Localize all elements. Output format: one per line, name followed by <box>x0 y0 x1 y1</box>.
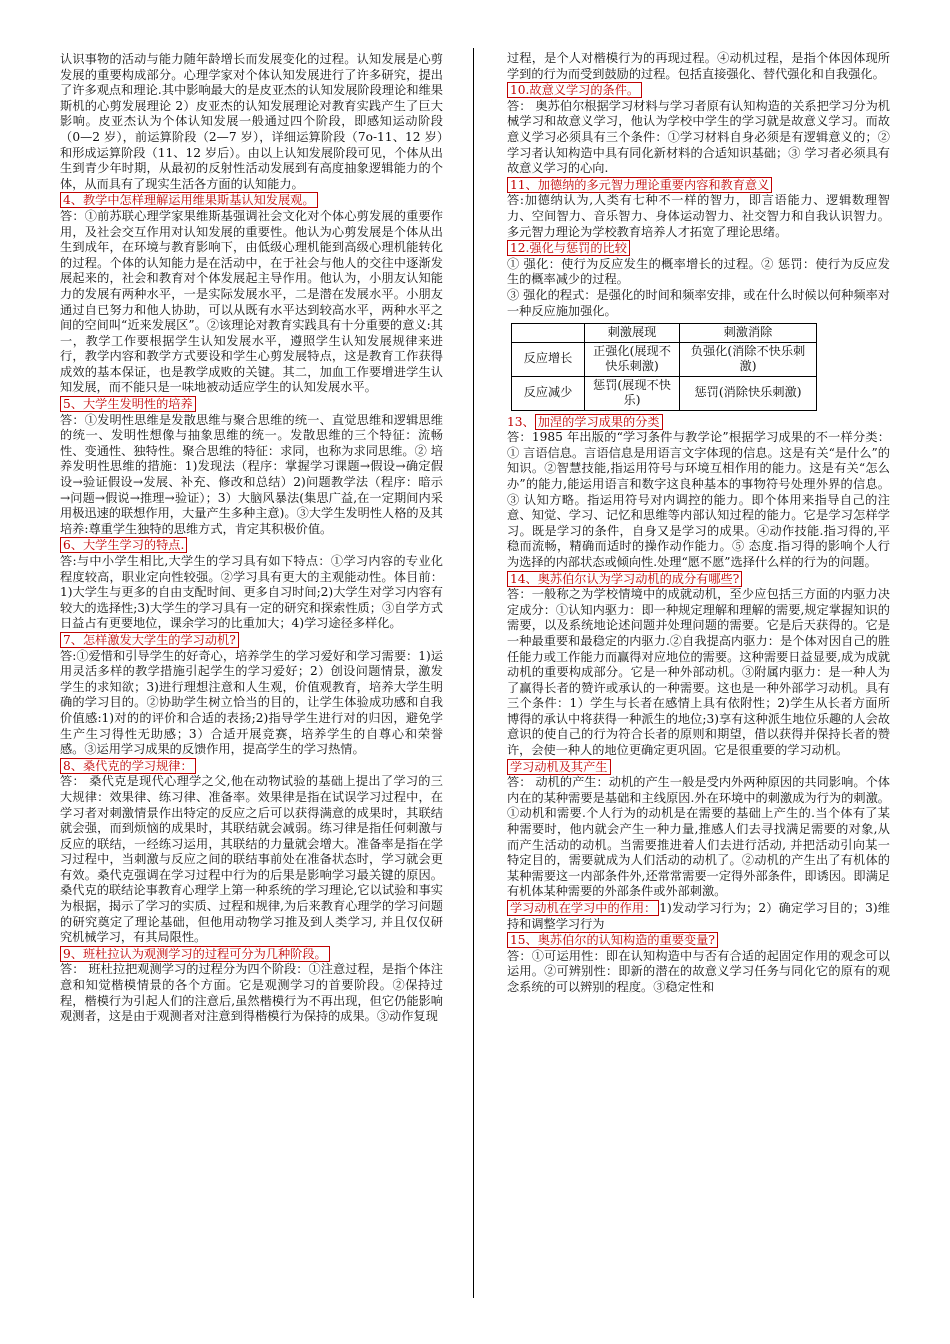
section-11-body: 答:加德纳认为,人类有七种不一样的智力，即言语能力、逻辑数理智力、空间智力、音乐智力、身体运动智力、社交智力和自我认识智力。多元智力理论为学校教育培养人才拓宽了理论思绪。 <box>507 193 890 239</box>
section-8-body: 答： 桑代克是现代心理学之父,他在动物试验的基础上提出了学习的三大规律：效果律、练习律、准备率。效果律是指在试误学习过程中，在学习者对刺激情景作出特定的反应之后可以获得满意的成果时，其联结就会强，而到烦恼的成果时，其联结就会减弱。练习律是指任何刺激与反应的联结，一经练习运用，其联结的力量就会增大。准备率是指在学习过程中，当刺激与反应之间的联结事前处在准备状态时，学习就会更有效。桑代克强调在学习过程中行为的后果是影响学习最关键的原因。桑代克的联结论事教育心理学上第一种系统的学习理论,它以试验和事实为根据，揭示了学习的实质、过程和规律,为后来教育心理学的学习问题的研究奠定了理论基础，但他用动物学习推及到人类学习, 并且仅仅研究机械学习，有其局限性。 <box>60 774 443 945</box>
section-12-body-2: ③ 强化的程式：是强化的时间和频率安排，或在什么时候以何种频率对一种反应施加强化。 <box>507 287 890 318</box>
table-corner-cell <box>512 324 585 343</box>
table-header-cell: 刺激展现 <box>585 324 680 343</box>
section-6-heading: 6、大学生学习的特点. <box>60 537 187 553</box>
section-13-body: 答：1985 年出版的“学习条件与教学论”根据学习成果的不一样分类：① 言语信息。言语信息是用语言文字体现的信息。这是有关“是什么”的知识。②智慧技能,指运用符号与环境互相作用的能力。这是有关“怎么办”的能力,能运用语言和数字这良种基本的事物符号处理外界的信息。③ 认知方略。指运用符号对内调控的能力。即个体用来指导自己的注意、知觉、学习、记忆和思维等内部认知过程的能力。它是学习怎样学习。既是学习的条件，自身又是学习的成果。④动作技能.指习得的,平稳而流畅，精确而适时的操作动作能力。⑤ 态度.指习得的影响个人行为选择的内部状态或倾向性.处理“愿不愿”选择什么样的行为的问题。 <box>507 430 890 569</box>
reinforcement-table <box>511 323 817 411</box>
motivation-origin-body: 答： 动机的产生：动机的产生一般是受内外两种原因的共同影响。个体内在的某种需要是基础和主线原因.外在环境中的刺激成为行为的刺激。①动机和需要.个人行为的动机是在需要的基础上产生的.当个体有了某种需要时，他内就会产生一种力量,推感人们去寻找满足需要的对象,从而产生活动的动机。当需要推进着人们去进行活动, 并把活动引向某一特定目的，需要就成为人们活动的动机了。②动机的产生出了有机体的某种需要这一内部条件外,还常常需要一定得外部条件，即诱因。即满足有机体某种需要的外部条件或外部刺激。 <box>507 775 890 899</box>
section-11-heading: 11、加德纳的多元智力理论重要内容和教育意义 <box>507 177 772 193</box>
left-intro-paragraph: 认识事物的活动与能力随年龄增长而发展变化的过程。认知发展是心剪发展的重要构成部分。心理学家对个体认知发展进行了许多研究，提出了许多观点和理论.其中影响最大的是皮亚杰的认知发展阶段理论和维果斯机的心剪发展理论 2）皮亚杰的认知发展理论对教育实践产生了巨大影响。皮亚杰认为个体认知发展一般通过四个阶段，即感知运动阶段（0—2 岁），前运算阶段（2—7 岁），详细运算阶段（7o-11、12 岁）和形成运算阶段（11、12 岁后）。由以上认知发展阶段可见，个体从出生到青少年时期，从最初的反射性活动发展到有高度抽象逻辑能力的个体，从而具有了现实生活各方面的认知能力。 <box>60 52 443 191</box>
table-row <box>512 324 817 343</box>
table-header-cell: 刺激消除 <box>680 324 817 343</box>
table-row-header: 反应减少 <box>512 376 585 410</box>
section-14-heading: 14、奥苏伯尔认为学习动机的成分有哪些? <box>507 571 742 587</box>
column-divider <box>473 48 474 1298</box>
section-12-heading: 12.强化与惩罚的比较 <box>507 240 630 256</box>
section-13-heading: 加涅的学习成果的分类 <box>535 414 663 430</box>
table-cell: 惩罚(消除快乐刺激) <box>680 376 817 410</box>
motivation-origin-heading: 学习动机及其产生 <box>507 759 611 775</box>
left-column <box>60 52 443 1025</box>
table-row-header: 反应增长 <box>512 342 585 376</box>
section-9-body: 答： 班杜拉把观测学习的过程分为四个阶段：①注意过程，是指个体注意和知觉楷模情景的各个方面。它是观测学习的首要阶段。②保持过程，楷模行为引起人们的注意后,虽然楷模行为不再出现，但它仍能影响观测者，这是由于观测者对注意到得楷模行为保持的成果。③动作复现 <box>60 962 443 1024</box>
table-row <box>512 376 817 410</box>
section-8-heading: 8、桑代克的学习规律： <box>60 758 196 774</box>
section-4-heading: 4、教学中怎样理解运用维果斯基认知发展观。 <box>60 192 318 208</box>
section-12-body-1: ① 强化：使行为反应发生的概率增长的过程。② 惩罚：使行为反应发生的概率减少的过程。 <box>507 256 890 287</box>
section-13-number: 13、 <box>507 414 535 429</box>
section-7-body: 答:①爱惜和引导学生的好奇心，培养学生的学习爱好和学习需要：1)运用灵活多样的教学措施引起学生的学习爱好；2）创设问题情景，激发学生的求知欲；3)进行理想注意和人生观，价值观教育，培养大学生明确的学习目的。②协助学生树立恰当的目的，让学生体验成功感和自我价值感:1)对的的评价和合适的表扬;2)指导学生进行对的归因，避免学生产生习得性无助感；3）合适开展竞赛，培养学生的自尊心和荣誉感。③运用学习成果的反馈作用，提高学生的学习热情。 <box>60 648 443 757</box>
section-15-heading: 15、奥苏伯尔的认知构造的重要变量? <box>507 932 718 948</box>
section-10-heading: 10.故意义学习的条件。 <box>507 82 642 98</box>
section-5-heading: 5、大学生发明性的培养 <box>60 396 196 412</box>
motivation-role-body: 1)发动学习行为；2）确定学习目的；3)维持和调整学习行为 <box>507 901 890 931</box>
table-cell: 正强化(展现不快乐刺激) <box>585 342 680 376</box>
section-9-heading: 9、班杜拉认为观测学习的过程可分为几种阶段。 <box>60 946 330 962</box>
section-14-body: 答：一般称之为学校情境中的成就动机，至少应包括三方面的内驱力决定成分：①认知内驱力：即一种规定理解和理解的需要,规定掌握知识的需要，以及系统地论述问题并处理问题的需要。它是后天获得的。它是一种最重要和最稳定的内驱力.②自我提高内驱力：是个体对因自己的胜任能力或工作能力而赢得对应地位的需要。这种需要日益显要,成为成就动机的重要构成部分。它是一种外部动机。③附属内驱力：是一种人为了赢得长者的赞许或承认的一种需要。这也是一种外部学习动机。具有三个条件：1）学生与长者在感情上具有依附性；2)学生从长者方面所博得的承认中将获得一种派生的地位;3)享有这种派生地位乐趣的人会故意识的使自己的行为符合长者的原则和期望，借以获得并保持长者的赞许，会使一种人的地位更确定更巩固。它是很重要的学习动机。 <box>507 587 890 758</box>
motivation-role-heading: 学习动机在学习中的作用： <box>507 900 659 916</box>
section-10-body: 答： 奥苏伯尔根据学习材料与学习者原有认知构造的关系把学习分为机械学习和故意义学习，他认为学校中学生的学习就是故意义学习。而故意义学习必须具有三个条件：①学习材料自身必须是有逻辑意义的；②学习者认知构造中具有同化新材料的合适知识基础；③ 学习者必须具有故意义学习的心向. <box>507 98 890 176</box>
table-row <box>512 342 817 376</box>
table-cell: 负强化(消除不快乐刺激) <box>680 342 817 376</box>
section-6-body: 答:与中小学生相比,大学生的学习具有如下特点：①学习内容的专业化程度较高，职业定向性较强。②学习具有更大的主观能动性。体目前：1)大学生与更多的自由支配时间、更多自习时间;2)大学生对学习内容有较大的选择性;3)大学生的学习具有一定的研究和探索性质；③自学方式日益占有更要地位，课余学习的比重加大；4)学习途径多样化。 <box>60 554 443 631</box>
right-column <box>507 51 890 996</box>
table-cell: 惩罚(展现不快乐) <box>585 376 680 410</box>
section-7-heading: 7、怎样激发大学生的学习动机? <box>60 632 239 648</box>
section-4-body: 答：①前苏联心理学家果维斯基强调社会文化对个体心剪发展的重要作用，及社会交互作用对认知发展的重要性。他认为心剪发展是个体从出生到成年，在环境与教育影响下，由低级心理机能到高级心理机能转化的过程。个体的认知能力是在活动中，在于社会与他人的交往中逐渐发展起来的，社会和教育对个体发展起主导作用。他认为，小朋友认知能力的发展有两种水平，一是实际发展水平，二是潜在发展水平。小朋友通过自已努力和他人协助，可以从既有水平达到较高水平，两种水平之间的空间叫“近来发展区”。②该理论对教育实践具有十分重要的意义:其一，教学工作要根据学生认知发展水平，遵照学生认知发展规律来进行，教学内容和教学方式要设和学生心剪发展特点，这是教育工作获得成效的基本保证，也是教学成败的关键。其二，加血工作要增进学生认知发展，而不能只是一味地被动适应学生的认知发展水平。 <box>60 208 443 395</box>
right-intro-paragraph: 过程，是个人对楷模行为的再现过程。④动机过程，是指个体因体现所学到的行为而受到鼓励的过程。包括直接强化、替代强化和自我强化。 <box>507 51 890 81</box>
section-15-body: 答：①可运用性：即在认知构造中与否有合适的起固定作用的观念可以运用。②可辨别性：即新的潜在的故意义学习任务与同化它的原有的观念系统的可以辨别的程度。③稳定性和 <box>507 948 890 994</box>
section-5-body: 答：①发明性思维是发散思维与聚合思维的统一、直觉思维和逻辑思维的统一、发明性想像与抽象思维的统一。发散思维的三个特征：流畅性、变通性、独特性。聚合思维的特征：求同，也称为求同思维。② 培养发明性思维的措施：1)发现法（程序：掌握学习课题→假设→确定假设→验证假设→发展、补充、修改和总结）2)问题教学法（程序：暗示→问题→假说→推理→验证）；3）大脑风暴法(集思广益,在一定期间内采用极迅速的联想作用，大量产生多种主意)。③大学生发明性人格的及其培养:尊重学生独特的思维方式，肯定其积极价值。 <box>60 412 443 536</box>
